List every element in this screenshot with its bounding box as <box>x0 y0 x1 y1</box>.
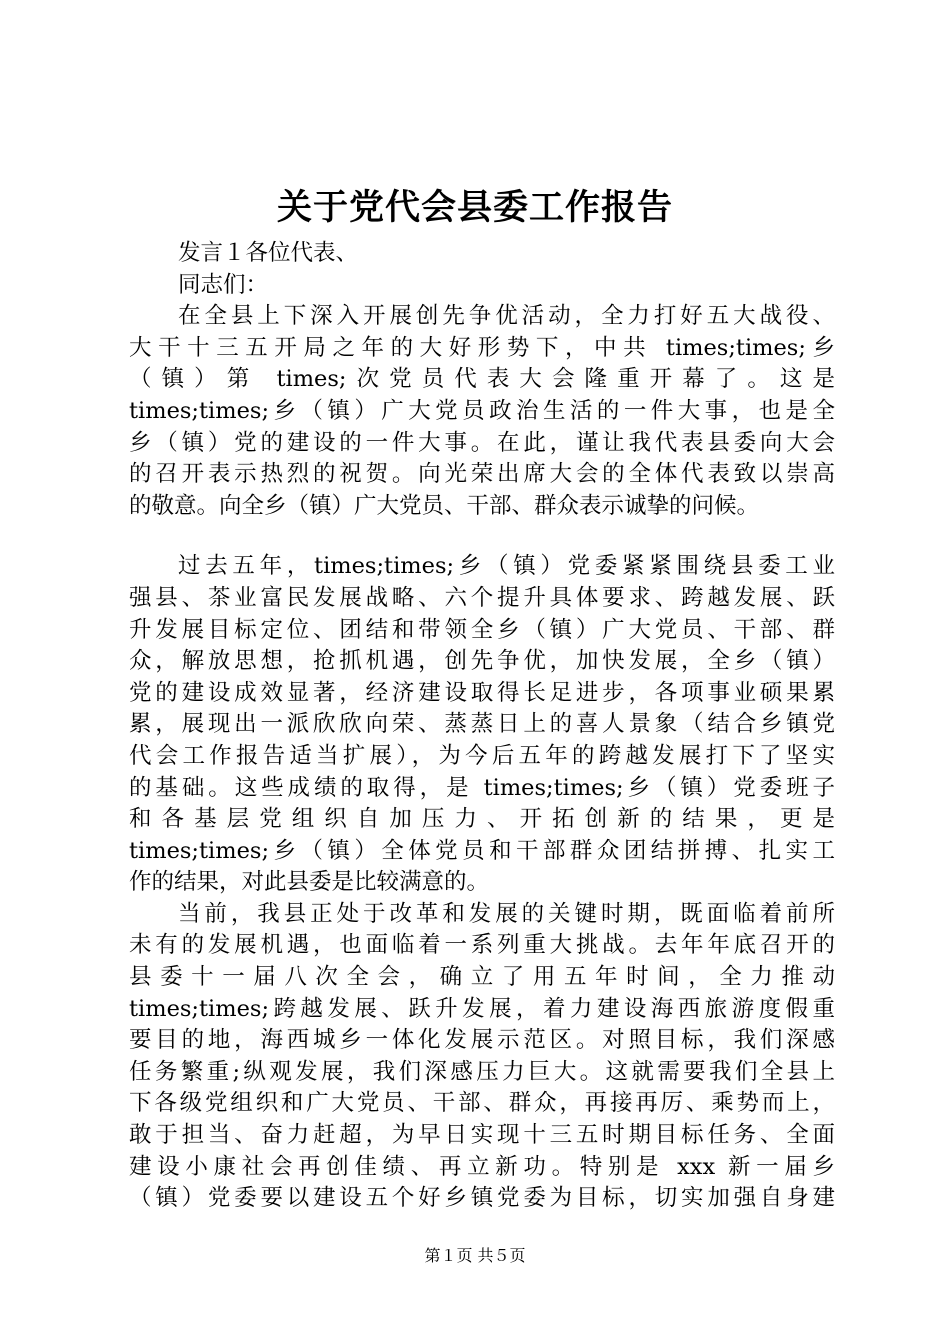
text-line: 县委十一届八次全会，确立了用五年时间，全力推动 <box>129 964 835 991</box>
text-line: 大干十三五开局之年的大好形势下，中共 times;times;乡 <box>129 334 835 361</box>
greeting-line: 发言１各位代表、 <box>178 240 359 266</box>
text-line: 建设小康社会再创佳绩、再立新功。特别是 xxx 新一届乡 <box>129 1153 835 1180</box>
text-line: 下各级党组织和广大党员、干部、群众，再接再厉、乘势而上， <box>129 1090 835 1117</box>
text-line: 在全县上下深入开展创先争优活动，全力打好五大战役、 <box>178 303 835 330</box>
page-footer: 第１页 共５页 <box>424 1246 526 1265</box>
text-line: 代会工作报告适当扩展），为今后五年的跨越发展打下了坚实 <box>129 742 835 769</box>
text-line: 的敬意。向全乡（镇）广大党员、干部、群众表示诚挚的问候。 <box>129 492 760 519</box>
paragraph-1 <box>129 301 835 522</box>
text-line: 众，解放思想，抢抓机遇，创先争优，加快发展，全乡（镇） <box>129 648 835 675</box>
text-line: times;times;跨越发展、跃升发展，着力建设海西旅游度假重 <box>129 995 835 1022</box>
text-line: 作的结果，对此县委是比较满意的。 <box>129 869 490 896</box>
text-line: 的召开表示热烈的祝贺。向光荣出席大会的全体代表致以崇高 <box>129 461 835 488</box>
text-line: 升发展目标定位、团结和带领全乡（镇）广大党员、干部、群 <box>129 616 835 643</box>
paragraph-gap <box>129 522 835 551</box>
text-line: 强县、茶业富民发展战略、六个提升具体要求、跨越发展、跃 <box>129 584 835 611</box>
text-line: 的基础。这些成绩的取得，是 times;times;乡（镇）党委班子 <box>129 774 835 801</box>
text-line: 敢于担当、奋力赶超，为早日实现十三五时期目标任务、全面 <box>129 1122 835 1149</box>
text-line: 乡（镇）党的建设的一件大事。在此，谨让我代表县委向大会 <box>129 429 835 456</box>
text-line: 要目的地，海西城乡一体化发展示范区。对照目标，我们深感 <box>129 1027 835 1054</box>
document-title: 关于党代会县委工作报告 <box>276 188 673 228</box>
text-line: 党的建设成效显著，经济建设取得长足进步，各项事业硕果累 <box>129 679 835 706</box>
greeting-line: 同志们： <box>178 271 269 298</box>
text-line: times;times;乡（镇）广大党员政治生活的一件大事，也是全 <box>129 397 835 424</box>
text-line: times;times;乡（镇）全体党员和干部群众团结拼搏、扎实工 <box>129 837 835 864</box>
paragraph-2 <box>129 551 835 899</box>
text-line: 累，展现出一派欣欣向荣、蒸蒸日上的喜人景象（结合乡镇党 <box>129 711 835 738</box>
text-line: 过去五年，times;times;乡（镇）党委紧紧围绕县委工业 <box>178 553 835 580</box>
text-line: （镇）党委要以建设五个好乡镇党委为目标，切实加强自身建 <box>129 1185 835 1212</box>
paragraph-3 <box>129 899 835 1215</box>
text-line: （镇）第 times;次党员代表大会隆重开幕了。这是 <box>129 366 835 393</box>
text-line: 未有的发展机遇，也面临着一系列重大挑战。去年年底召开的 <box>129 932 835 959</box>
text-line: 和各基层党组织自加压力、开拓创新的结果，更是 <box>129 806 835 833</box>
text-line: 任务繁重;纵观发展，我们深感压力巨大。这就需要我们全县上 <box>129 1058 835 1085</box>
document-body <box>129 238 835 1215</box>
text-line: 当前，我县正处于改革和发展的关键时期，既面临着前所 <box>178 900 835 927</box>
